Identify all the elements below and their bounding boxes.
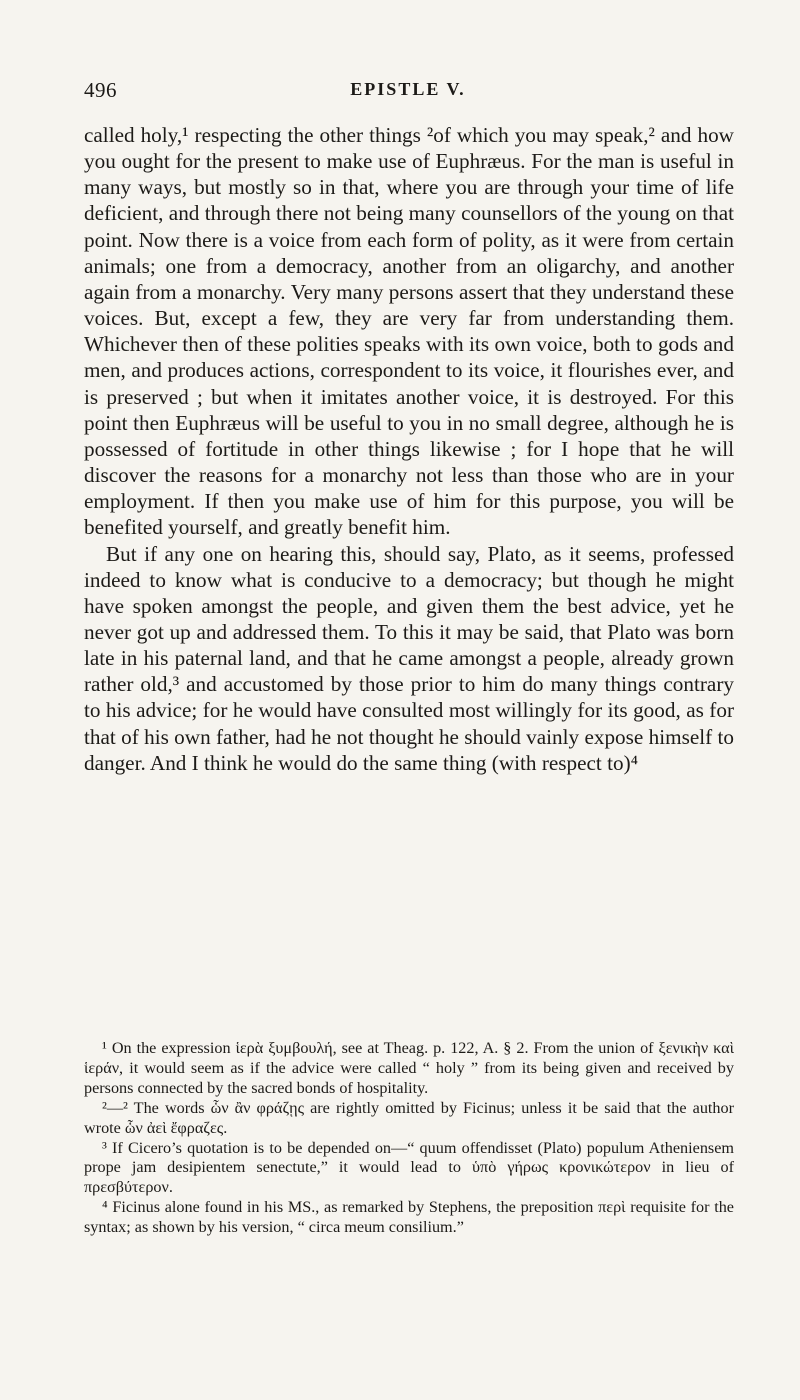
page-number: 496: [84, 78, 117, 102]
footnote: ¹ On the expression ἱερὰ ξυμβουλή, see at Theag. p. 122, A. § 2. From the union of ξενικὴν καὶ ἱεράν, it would seem as if the advice were called “ holy ” from its being given and received by persons connected by the sacred bonds of hospitality.: [84, 1039, 734, 1097]
footnote: ²—² The words ὧν ἂν φράζῃς are rightly omitted by Ficinus; unless it be said that the author wrote ὧν ἀεὶ ἔφραζες.: [84, 1098, 734, 1137]
paragraph: But if any one on hearing this, should say, Plato, as it seems, professed indeed to know what is conducive to a democracy; but though he might have spoken amongst the people, and given them the best advice, yet he never got up and addressed them. To this it may be said, that Plato was born late in his paternal land, and that he came amongst a people, already grown rather old,³ and accustomed by those prior to him do many things contrary to his advice; for he would have consulted most willingly for its good, as for that of his own father, had he not thought he should vainly expose himself to danger. And I think he would do the same thing (with respect to)⁴: [84, 541, 734, 775]
main-text: [84, 122, 734, 776]
running-head: EPISTLE V.: [350, 79, 466, 99]
page-header: [84, 78, 732, 104]
footnote: ³ If Cicero’s quotation is to be depended on—“ quum offendisset (Plato) populum Atheniensem prope jam desipientem senectute,” it would lead to ὑπὸ γήρως κρονικώτερον in lieu of πρεσβύτερον.: [84, 1138, 734, 1197]
paragraph: called holy,¹ respecting the other things ²of which you may speak,² and how you ought for the present to make use of Euphræus. For the man is useful in many ways, but mostly so in that, where you are through your time of life deficient, and through there not being many counsellors of the young on that point. Now there is a voice from each form of polity, as it were from certain animals; one from a democracy, another from an oligarchy, and another again from a monarchy. Very many persons assert that they understand these voices. But, except a few, they are very far from understanding them. Whichever then of these polities speaks with its own voice, both to gods and men, and produces actions, correspondent to its voice, it flourishes ever, and is preserved ; but when it imitates another voice, it is destroyed. For this point then Euphræus will be useful to you in no small degree, although he is possessed of fortitude in other things likewise ; for I hope that he will discover the reasons for a monarchy not less than those who are in your employment. If then you make use of him for this purpose, you will be benefited yourself, and greatly benefit him.: [84, 123, 734, 540]
footnotes: [84, 1039, 734, 1238]
footnote: ⁴ Ficinus alone found in his MS., as remarked by Stephens, the preposition περὶ requisite for the syntax; as shown by his version, “ circa meum consilium.”: [84, 1198, 734, 1237]
